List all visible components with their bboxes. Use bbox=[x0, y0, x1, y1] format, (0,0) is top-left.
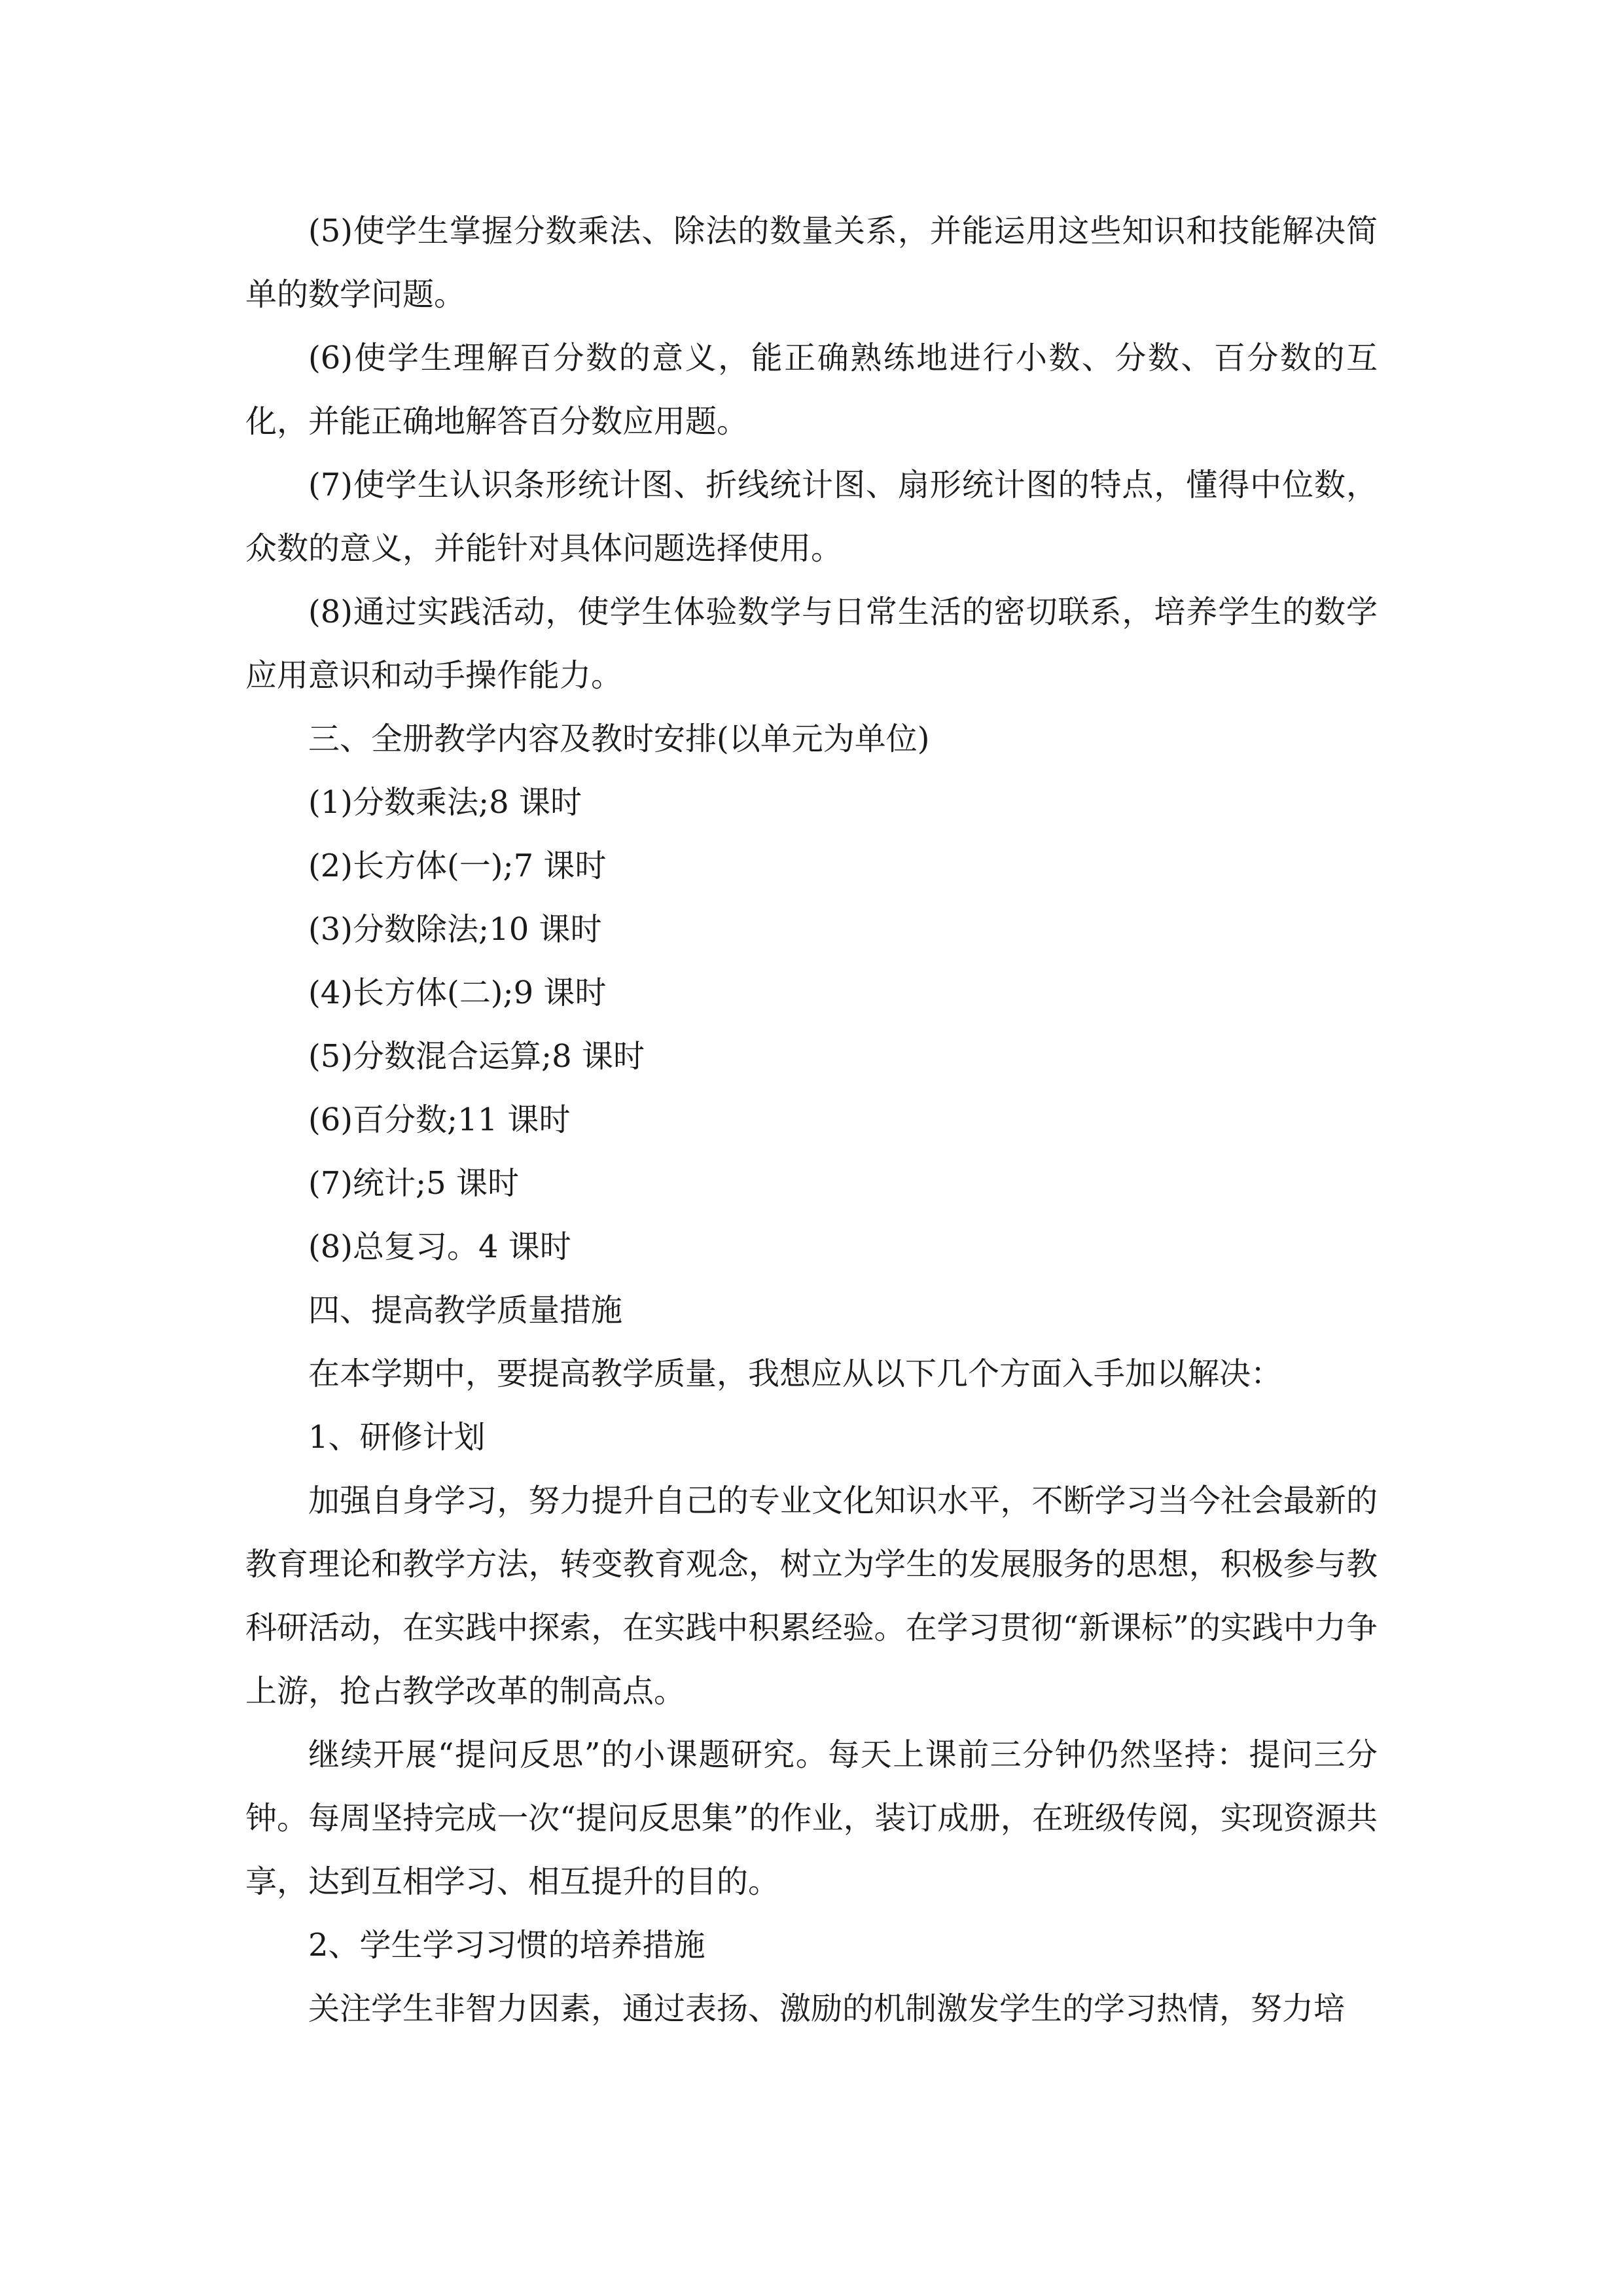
subheading-research-plan: 1、研修计划 bbox=[308, 1419, 486, 1456]
document-body bbox=[245, 200, 1378, 2041]
unit-item-2: (2)长方体(一);7 课时 bbox=[308, 848, 607, 884]
unit-item-7: (7)统计;5 课时 bbox=[308, 1165, 519, 1202]
section-heading-4: 四、提高教学质量措施 bbox=[308, 1292, 623, 1329]
unit-item-1: (1)分数乘法;8 课时 bbox=[308, 784, 582, 821]
section-heading-3: 三、全册教学内容及教时安排(以单元为单位) bbox=[308, 721, 930, 757]
paragraph-goal-7: (7)使学生认识条形统计图、折线统计图、扇形统计图的特点，懂得中位数，众数的意义，并能针对具体问题选择使用。 bbox=[245, 467, 1378, 567]
unit-item-4: (4)长方体(二);9 课时 bbox=[308, 975, 607, 1011]
paragraph-self-study: 加强自身学习，努力提升自己的专业文化知识水平，不断学习当今社会最新的教育理论和教学方法，转变教育观念，树立为学生的发展服务的思想，积极参与教科研活动，在实践中探索，在实践中积累经验。在学习贯彻“新课标”的实践中力争上游，抢占教学改革的制高点。 bbox=[245, 1482, 1378, 1710]
paragraph-goal-8: (8)通过实践活动，使学生体验数学与日常生活的密切联系，培养学生的数学应用意识和动手操作能力。 bbox=[245, 594, 1378, 694]
paragraph-goal-6: (6)使学生理解百分数的意义，能正确熟练地进行小数、分数、百分数的互化，并能正确地解答百分数应用题。 bbox=[245, 340, 1378, 440]
unit-item-5: (5)分数混合运算;8 课时 bbox=[308, 1038, 645, 1075]
unit-item-8: (8)总复习。4 课时 bbox=[308, 1229, 571, 1265]
paragraph-goal-5: (5)使学生掌握分数乘法、除法的数量关系，并能运用这些知识和技能解决简单的数学问题。 bbox=[245, 213, 1378, 313]
paragraph-reflection-project: 继续开展“提问反思”的小课题研究。每天上课前三分钟仍然坚持：提问三分钟。每周坚持完成一次“提问反思集”的作业，装订成册，在班级传阅，实现资源共享，达到互相学习、相互提升的目的。 bbox=[245, 1736, 1378, 1900]
unit-item-6: (6)百分数;11 课时 bbox=[308, 1102, 571, 1138]
paragraph-intro: 在本学期中，要提高教学质量，我想应从以下几个方面入手加以解决： bbox=[308, 1355, 1283, 1392]
paragraph-nonintellectual-factors: 关注学生非智力因素，通过表扬、激励的机制激发学生的学习热情，努力培 bbox=[308, 1990, 1346, 2027]
unit-item-3: (3)分数除法;10 课时 bbox=[308, 911, 602, 948]
subheading-study-habits: 2、学生学习习惯的培养措施 bbox=[308, 1927, 705, 1964]
